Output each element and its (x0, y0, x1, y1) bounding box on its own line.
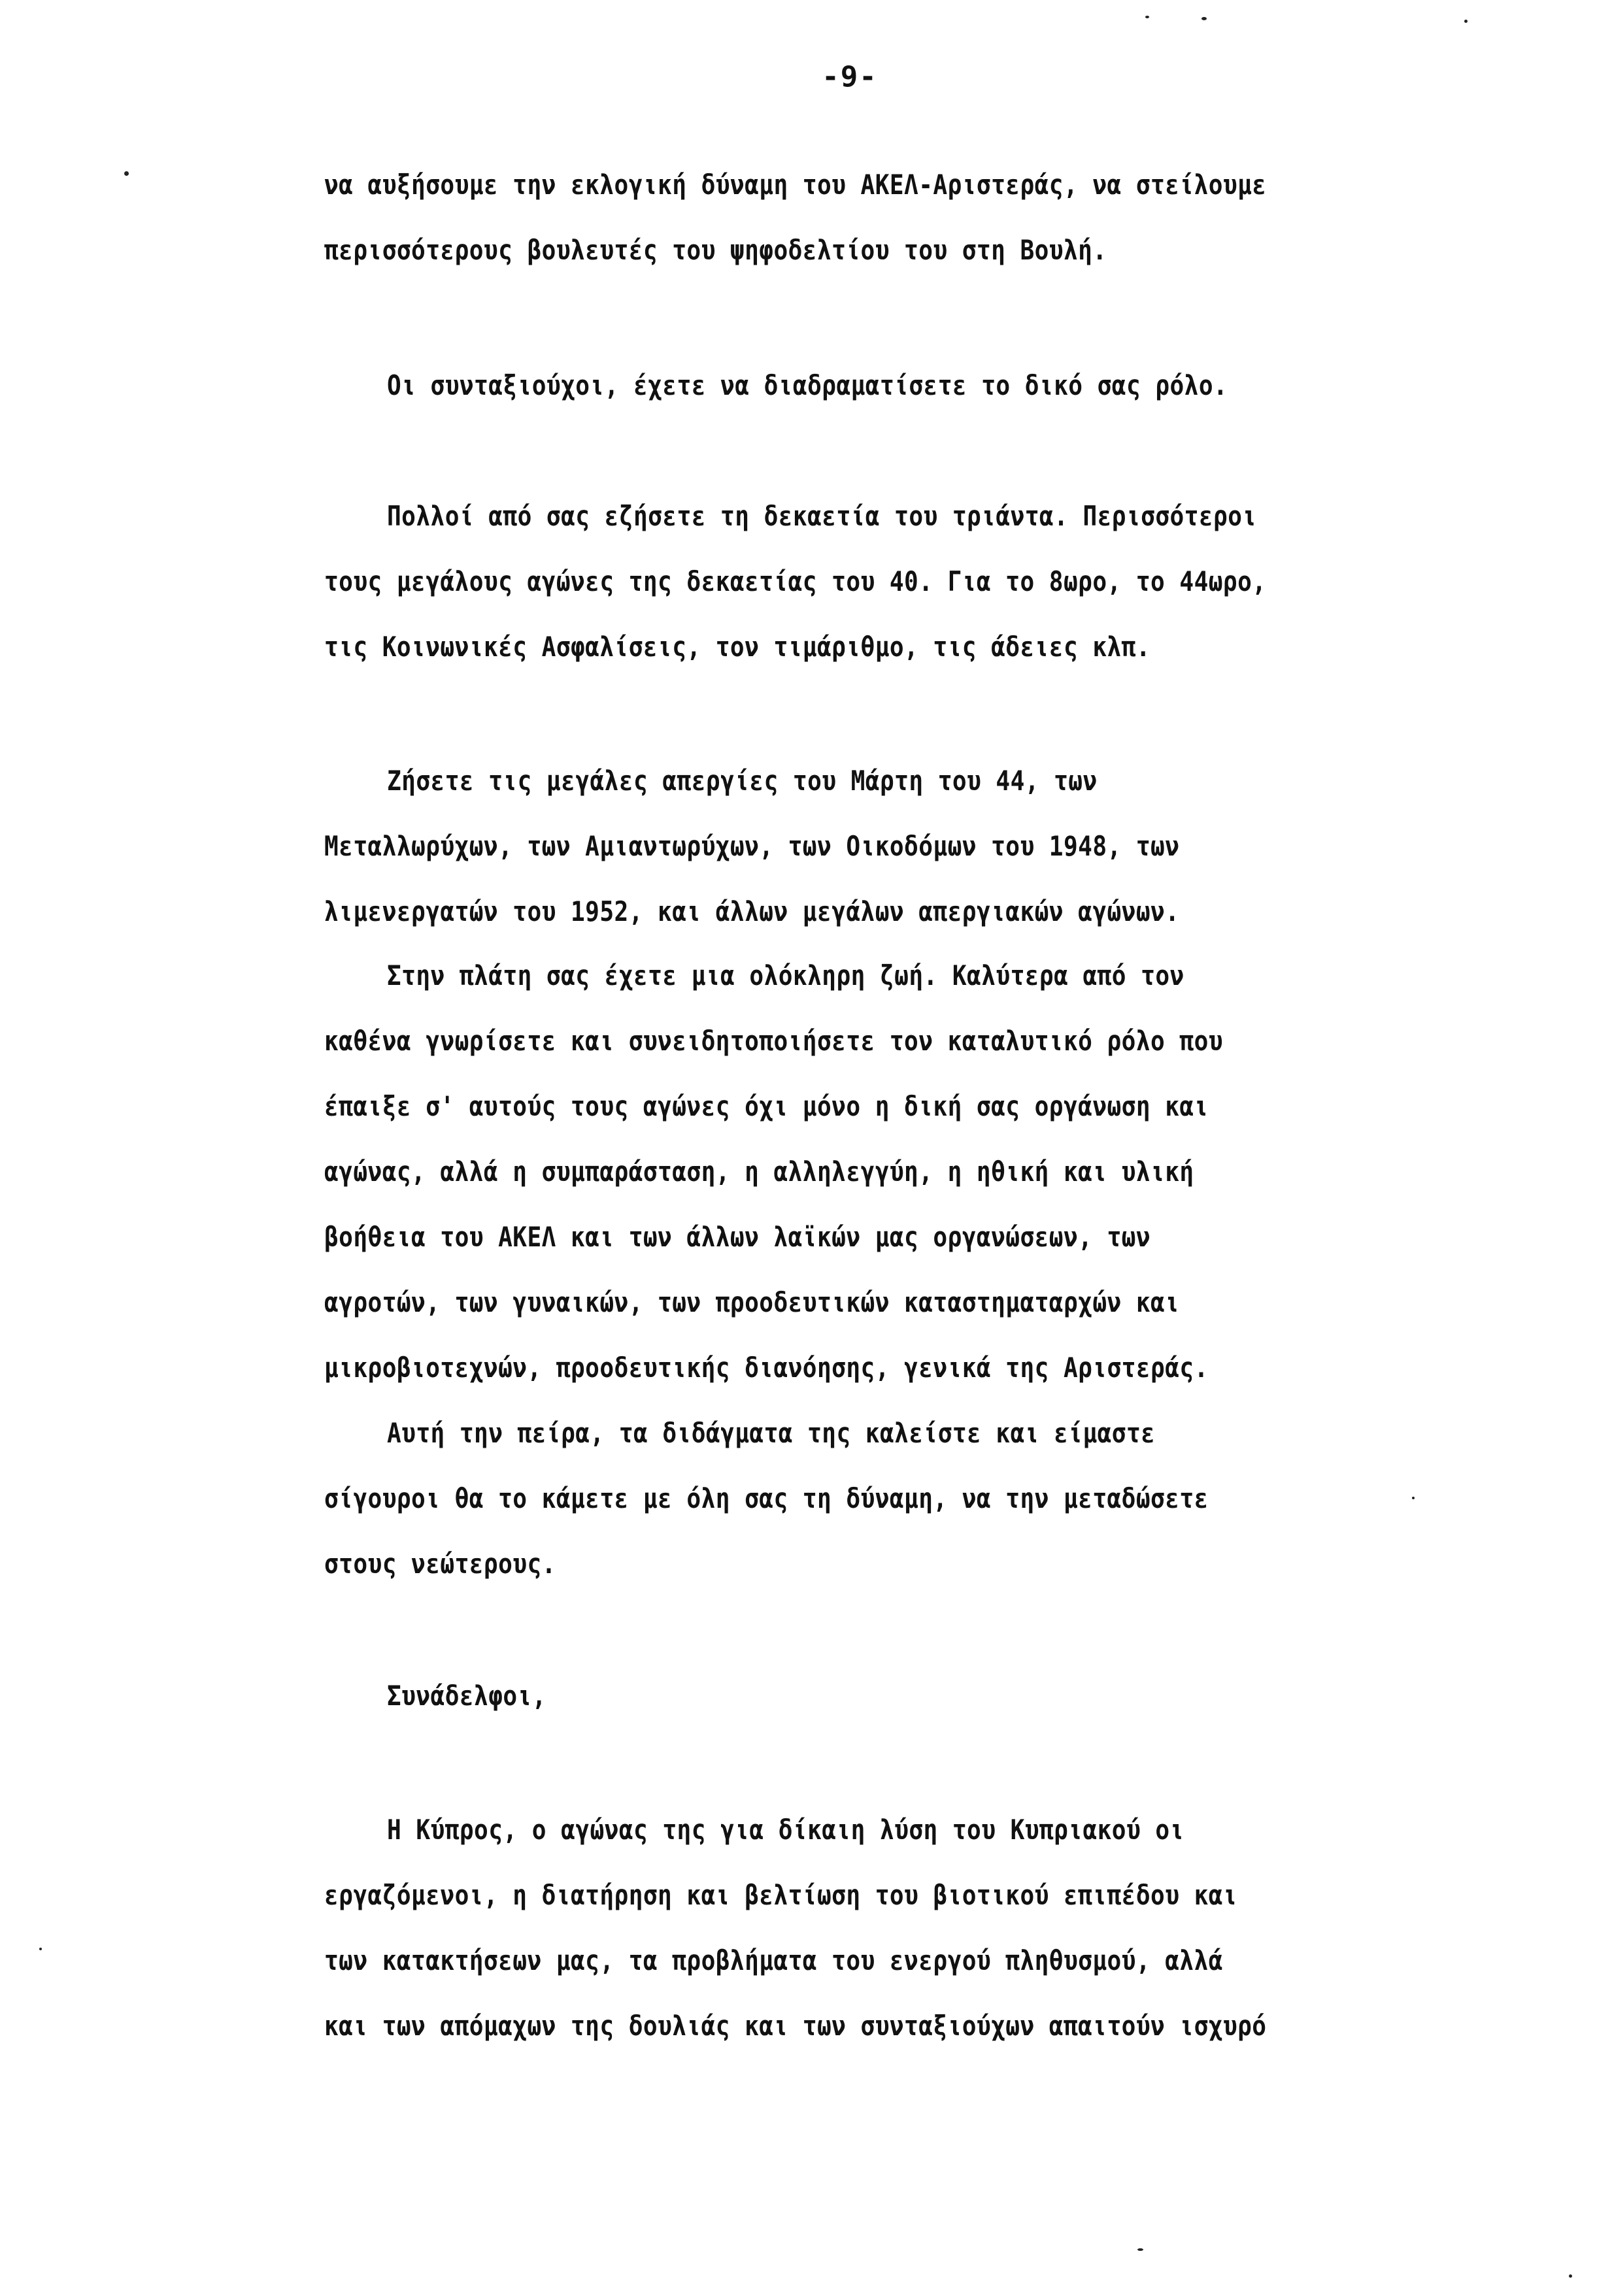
text-line: βοήθεια του ΑΚΕΛ και των άλλων λαϊκών μας οργανώσεων, των (324, 1221, 1151, 1253)
text-line: εργαζόμενοι, η διατήρηση και βελτίωση του βιοτικού επιπέδου και (324, 1879, 1238, 1911)
text-line: Στην πλάτη σας έχετε μια ολόκληρη ζωή. Καλύτερα από τον (387, 959, 1184, 991)
text-line: περισσότερους βουλευτές του ψηφοδελτίου του στη Βουλή. (324, 234, 1107, 266)
text-line: Οι συνταξιούχοι, έχετε να διαδραματίσετε το δικό σας ρόλο. (387, 369, 1228, 401)
text-line: Πολλοί από σας εζήσετε τη δεκαετία του τριάντα. Περισσότεροι (387, 500, 1257, 532)
text-line: έπαιξε σ' αυτούς τους αγώνες όχι μόνο η δική σας οργάνωση και (324, 1090, 1209, 1122)
scan-speck (1201, 17, 1207, 20)
text-line: Συνάδελφοι, (387, 1680, 546, 1712)
text-line: και των απόμαχων της δουλιάς και των συνταξιούχων απαιτούν ισχυρό (324, 2010, 1267, 2042)
scan-speck (1464, 20, 1468, 23)
text-line: λιμενεργατών του 1952, και άλλων μεγάλων απεργιακών αγώνων. (324, 895, 1180, 927)
scan-speck (124, 171, 129, 176)
scan-speck (1412, 1497, 1415, 1499)
text-line: Μεταλλωρύχων, των Αμιαντωρύχων, των Οικοδόμων του 1948, των (324, 830, 1180, 862)
text-line: αγώνας, αλλά η συμπαράσταση, η αλληλεγγύη, η ηθική και υλική (324, 1156, 1194, 1188)
scan-speck (1137, 2248, 1143, 2251)
page-number: -9- (822, 60, 878, 93)
text-line: Αυτή την πείρα, τα διδάγματα της καλείστε και είμαστε (387, 1417, 1156, 1449)
text-line: αγροτών, των γυναικών, των προοδευτικών καταστηματαρχών και (324, 1286, 1180, 1318)
text-line: μικροβιοτεχνών, προοδευτικής διανόησης, γενικά της Αριστεράς. (324, 1352, 1209, 1384)
text-line: Ζήσετε τις μεγάλες απεργίες του Μάρτη του 44, των (387, 765, 1098, 797)
scan-speck (39, 1948, 42, 1950)
text-line: τις Κοινωνικές Ασφαλίσεις, τον τιμάριθμο, τις άδειες κλπ. (324, 631, 1151, 663)
text-line: στους νεώτερους. (324, 1548, 556, 1580)
text-line: σίγουροι θα το κάμετε με όλη σας τη δύναμη, να την μεταδώσετε (324, 1482, 1209, 1514)
scan-speck (1145, 16, 1149, 18)
text-line: των κατακτήσεων μας, τα προβλήματα του ενεργού πληθυσμού, αλλά (324, 1944, 1223, 1976)
text-line: να αυξήσουμε την εκλογική δύναμη του ΑΚΕΛ-Αριστεράς, να στείλουμε (324, 169, 1267, 201)
text-line: Η Κύπρος, ο αγώνας της για δίκαιη λύση του Κυπριακού οι (387, 1814, 1184, 1846)
text-line: καθένα γνωρίσετε και συνειδητοποιήσετε τον καταλυτικό ρόλο που (324, 1025, 1223, 1057)
scan-speck (1569, 2274, 1572, 2278)
text-line: τους μεγάλους αγώνες της δεκαετίας του 40. Για το 8ωρο, το 44ωρο, (324, 565, 1267, 597)
